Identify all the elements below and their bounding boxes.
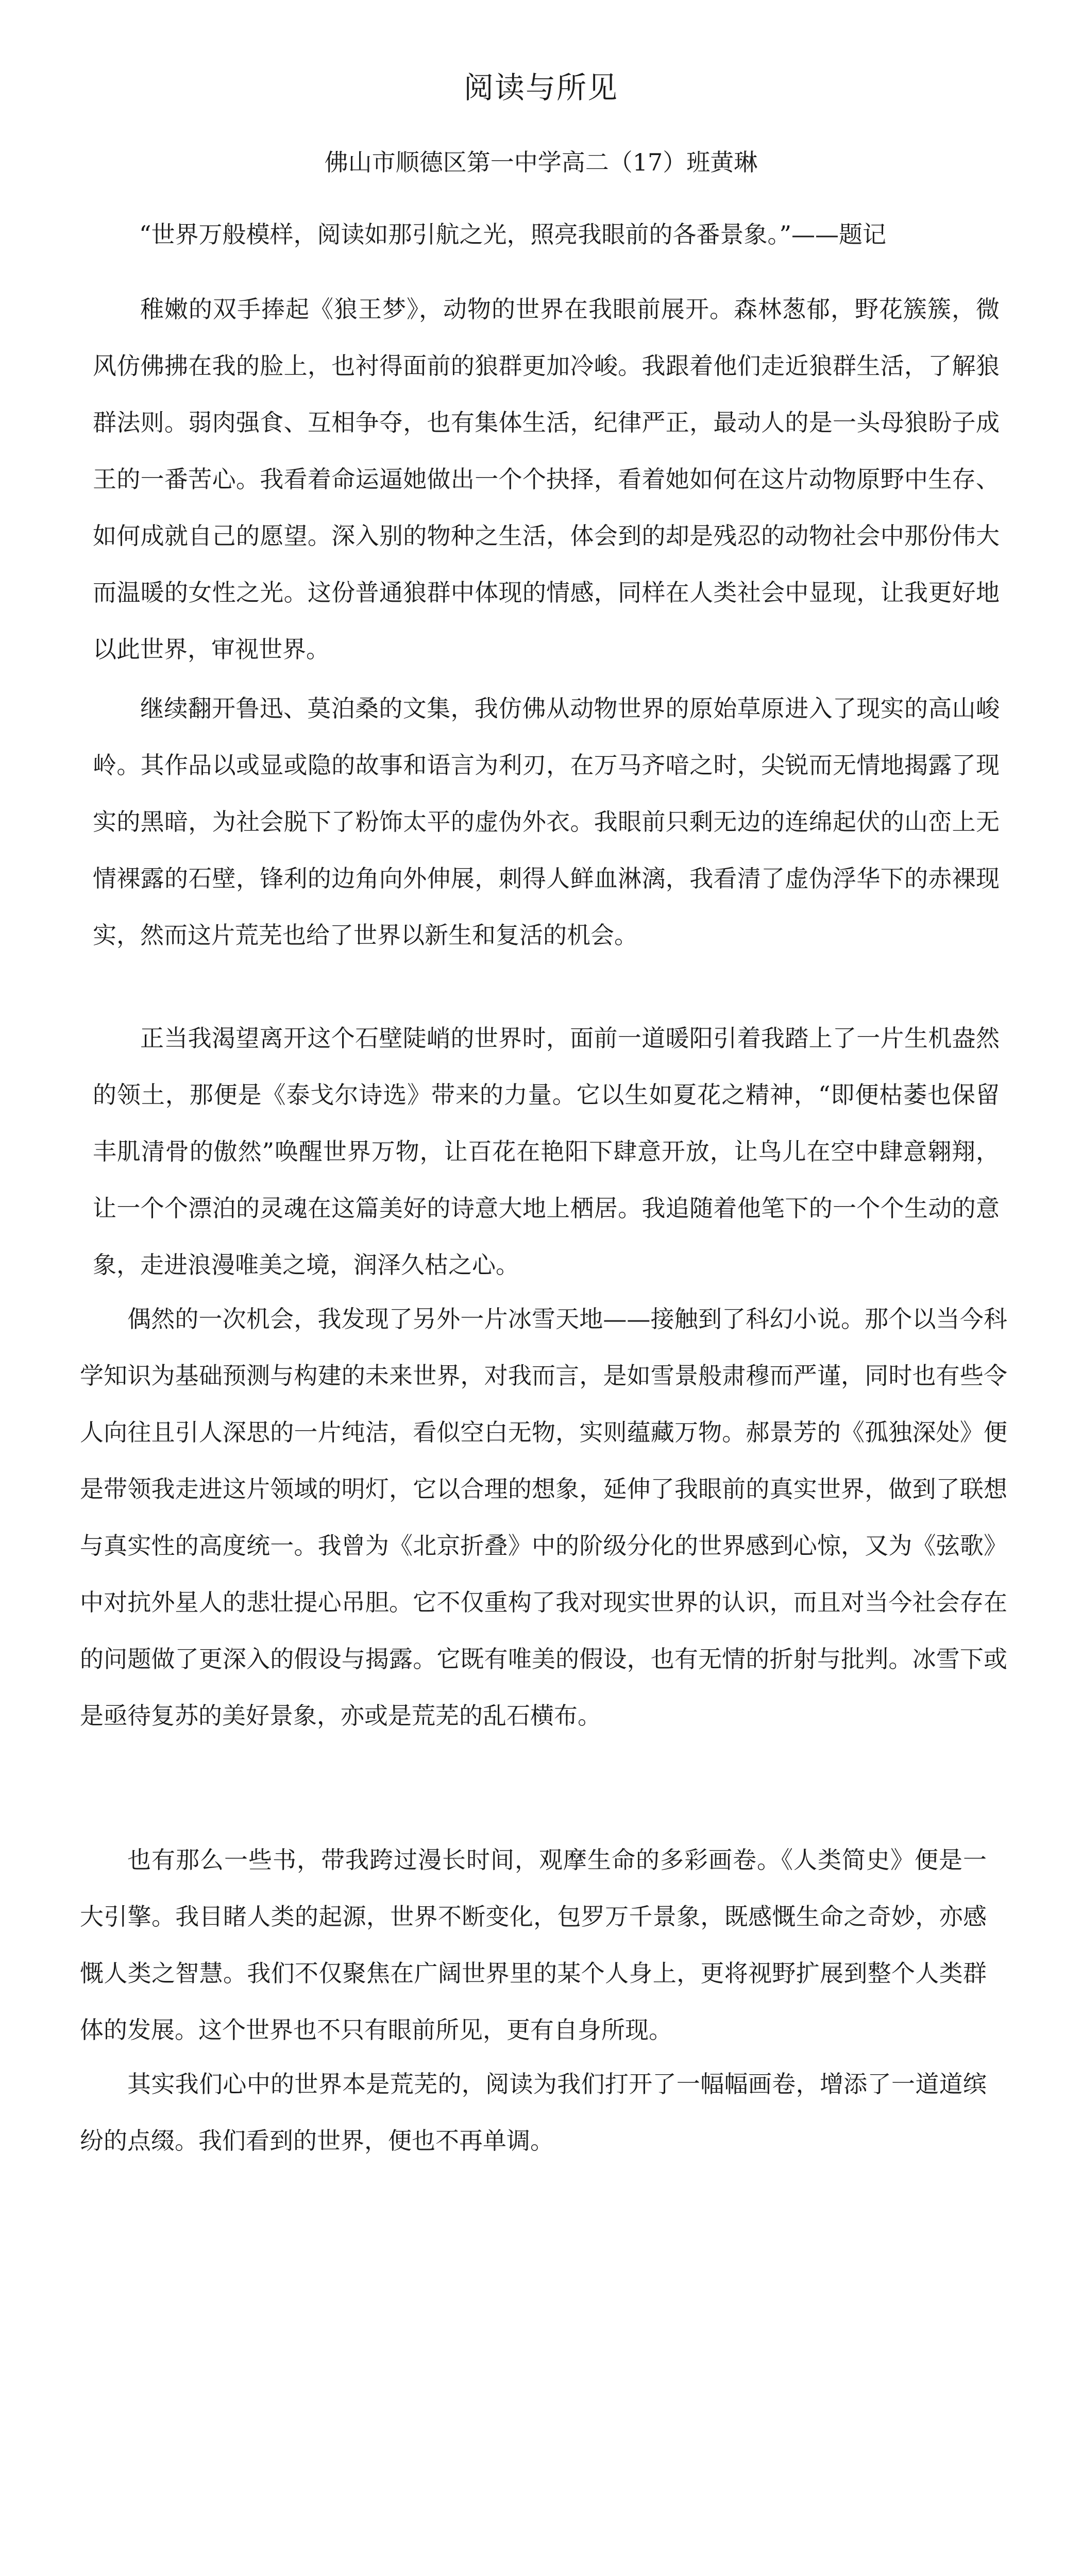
paragraph-5: 也有那么一些书，带我跨过漫长时间，观摩生命的多彩画卷。《人类简史》便是一大引擎。我目睹人类的起源，世界不断变化，包罗万千景象，既感慨生命之奇妙，亦感慨人类之智慧。我们不仅聚焦在广阔世界里的某个人身上，更将视野扩展到整个人类群体的发展。这个世界也不只有眼前所见，更有自身所现。 <box>80 1846 987 2044</box>
paragraph-3: 正当我渴望离开这个石壁陡峭的世界时，面前一道暖阳引着我踏上了一片生机盎然的领土，那便是《泰戈尔诗选》带来的力量。它以生如夏花之精神，“即便枯萎也保留丰肌清骨的傲然”唤醒世界万物，让百花在艳阳下肆意开放，让鸟儿在空中肆意翱翔，让一个个漂泊的灵魂在这篇美好的诗意大地上栖居。我追随着他笔下的一个个生动的意象，走进浪漫唯美之境，润泽久枯之心。 <box>93 1024 1000 1279</box>
paragraph-4: 偶然的一次机会，我发现了另外一片冰雪天地——接触到了科幻小说。那个以当今科学知识为基础预测与构建的未来世界，对我而言，是如雪景般肃穆而严谨，同时也有些令人向往且引人深思的一片纯洁，看似空白无物，实则蕴藏万物。郝景芳的《孤独深处》便是带领我走进这片领域的明灯，它以合理的想象，延伸了我眼前的真实世界，做到了联想与真实性的高度统一。我曾为《北京折叠》中的阶级分化的世界感到心惊，又为《弦歌》中对抗外星人的悲壮提心吊胆。它不仅重构了我对现实世界的认识，而且对当今社会存在的问题做了更深入的假设与揭露。它既有唯美的假设，也有无情的折射与批判。冰雪下或是亟待复苏的美好景象，亦或是荒芜的乱石横布。 <box>80 1305 1007 1730</box>
author-line: 佛山市顺德区第一中学高二（17）班黄琳 <box>324 148 758 176</box>
epigraph: “世界万般模样，阅读如那引航之光，照亮我眼前的各番景象。”——题记 <box>139 221 887 248</box>
paragraph-1: 稚嫩的双手捧起《狼王梦》，动物的世界在我眼前展开。森林葱郁，野花簇簇，微风仿佛拂在我的脸上，也衬得面前的狼群更加冷峻。我跟着他们走近狼群生活，了解狼群法则。弱肉强食、互相争夺，也有集体生活，纪律严正，最动人的是一头母狼盼子成王的一番苦心。我看着命运逼她做出一个个抉择，看着她如何在这片动物原野中生存、如何成就自己的愿望。深入别的物种之生活，体会到的却是残忍的动物社会中那份伟大而温暖的女性之光。这份普通狼群中体现的情感，同样在人类社会中显现，让我更好地以此世界，审视世界。 <box>93 295 1000 663</box>
paragraph-6: 其实我们心中的世界本是荒芜的，阅读为我们打开了一幅幅画卷，增添了一道道缤纷的点缀。我们看到的世界，便也不再单调。 <box>80 2070 987 2155</box>
essay-title: 阅读与所见 <box>463 70 618 105</box>
paragraph-2: 继续翻开鲁迅、莫泊桑的文集，我仿佛从动物世界的原始草原进入了现实的高山峻岭。其作品以或显或隐的故事和语言为利刃，在万马齐喑之时，尖锐而无情地揭露了现实的黑暗，为社会脱下了粉饰太平的虚伪外衣。我眼前只剩无边的连绵起伏的山峦上无情裸露的石壁，锋利的边角向外伸展，刺得人鲜血淋漓，我看清了虚伪浮华下的赤裸现实，然而这片荒芜也给了世界以新生和复活的机会。 <box>93 694 1000 949</box>
